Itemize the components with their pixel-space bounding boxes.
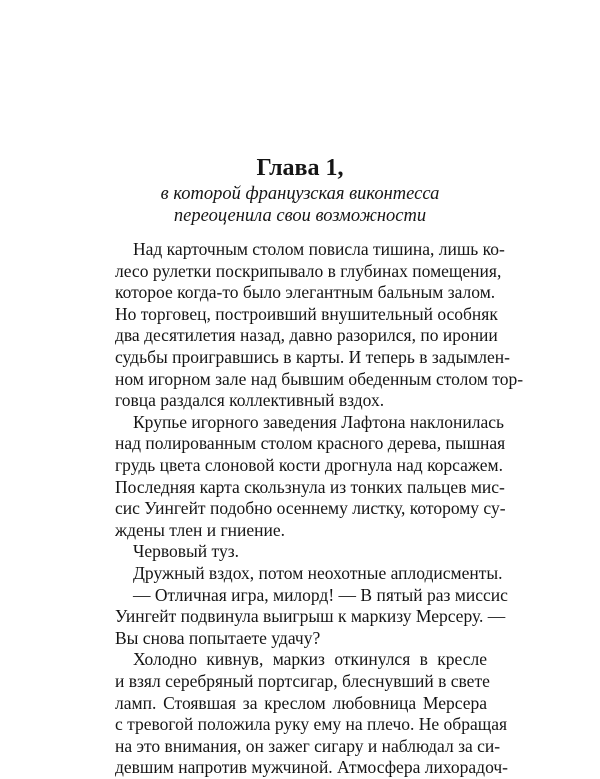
text-line: и взял серебряный портсигар, блеснувший в свете <box>115 671 490 691</box>
text-line: сис Уингейт подобно осеннему листку, которому су- <box>115 498 506 519</box>
text-line: грудь цвета слоновой кости дрогнула над корсажем. <box>115 455 504 475</box>
text-line: Червовый туз. <box>133 541 239 562</box>
text-line: которое когда-то было элегантным бальным залом. <box>115 282 496 303</box>
text-line: Холодно кивнув, маркиз откинулся в кресле <box>133 649 487 670</box>
text-line: ном игорном зале над бывшим обеденным столом тор- <box>115 368 524 389</box>
text-line: девшим напротив мужчиной. Атмосфера лихорадоч- <box>115 757 508 778</box>
text-line: Крупье игорного заведения Лафтона наклонилась <box>133 411 504 432</box>
chapter-title: Глава 1, <box>256 155 344 181</box>
text-line: Над карточным столом повисла тишина, лишь ко- <box>133 239 505 259</box>
text-line: — Отличная игра, милорд! — В пятый раз миссис <box>133 584 508 605</box>
text-line: над полированным столом красного дерева, пышная <box>115 433 506 454</box>
text-line: Но торговец, построивший внушительный особняк <box>115 303 498 324</box>
text-line: Уингейт подвинула выигрыш к маркизу Мерсеру. — <box>115 606 506 627</box>
text-line: Вы снова попытаете удачу? <box>115 627 321 648</box>
text-line: ждены тлен и гниение. <box>115 519 286 540</box>
chapter-subtitle-line: переоценила свои возможности <box>173 205 427 226</box>
text-line: Последняя карта скользнула из тонких пальцев мис- <box>115 476 505 497</box>
text-line: с тревогой положила руку ему на плечо. Не обращая <box>115 714 508 735</box>
chapter-subtitle <box>0 184 600 227</box>
text-line: на это внимания, он зажег сигару и наблюдал за си- <box>115 735 501 756</box>
chapter-subtitle-line: в которой французская виконтесса <box>160 184 440 204</box>
text-line: два десятилетия назад, давно разорился, по иронии <box>115 325 498 346</box>
text-line: лесо рулетки поскрипывало в глубинах помещения, <box>115 260 502 281</box>
text-line: ламп. Стоявшая за креслом любовница Мерсера <box>115 692 487 713</box>
text-line: Дружный вздох, потом неохотные аплодисменты. <box>133 563 503 583</box>
text-line: говца раздался коллективный вздох. <box>115 390 385 411</box>
text-line: судьбы проигравшись в карты. И теперь в задымлен- <box>115 347 510 367</box>
